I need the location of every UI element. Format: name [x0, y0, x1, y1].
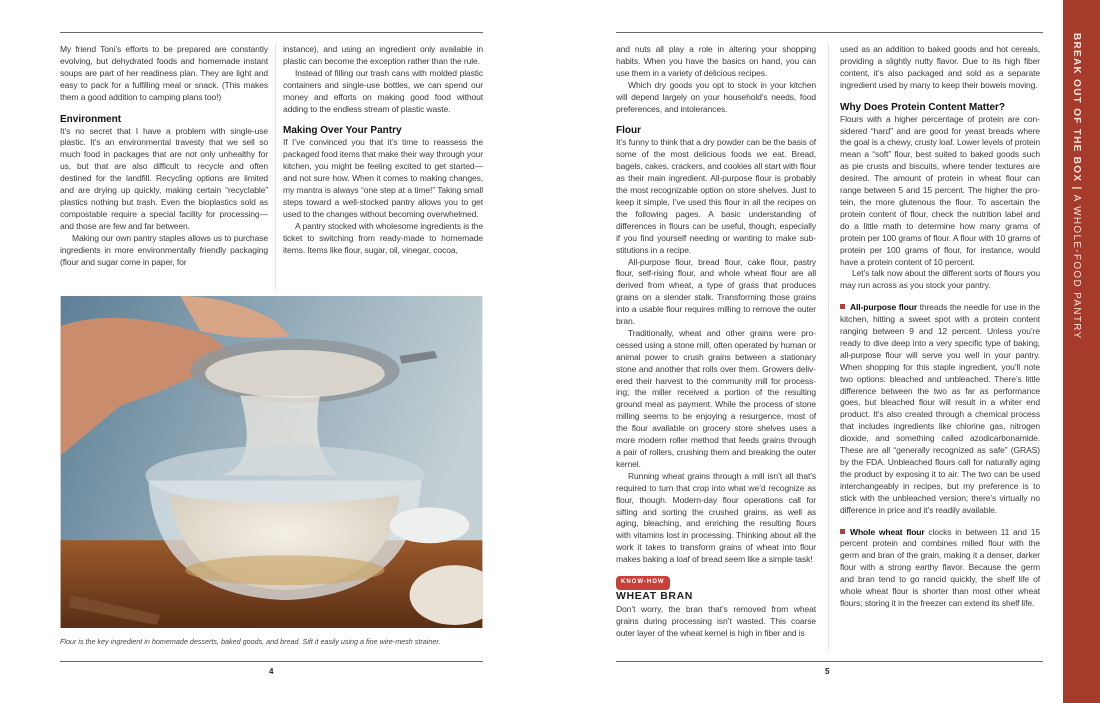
page-number: 4 — [269, 667, 274, 676]
right-page-column-1 — [616, 44, 816, 640]
paragraph: used as an addition to baked goods and hot cereals, providing a slightly nutty flavor. Due to its high fiber content, it’s also packaged and sold as a separate ingredient used by many to keep their bowels moving. — [840, 44, 1040, 90]
bottom-rule-left — [60, 661, 483, 662]
page-number: 5 — [825, 667, 830, 676]
left-page-column-2 — [283, 44, 483, 257]
paragraph: Which dry goods you opt to stock in your kitchen will depend largely on your household’s needs, food preferences, and intolerances. — [616, 79, 816, 114]
bottom-rule-right — [616, 661, 1043, 662]
bullet-paragraph — [840, 302, 1040, 516]
paragraph: Traditionally, wheat and other grains were processed using a stone mill, often operated by human or animal power to crush grains between a stationary stone and another that rolls over them. Growers delivered their harvest to the community mill for processing; the miller received a portion of the resulting ground meal as payment. While the process of stone milling seems to be enjoying a resurgence, most of the flour available on grocery store shelves uses a more modern roller method that feeds grains through a pair of rollers, crushing them and breaking the outer kernel. — [616, 327, 816, 469]
paragraph: Running wheat grains through a mill isn’t all that’s required to turn that crop into what we’d recognize as flour, though. Modern-day flour operations call for sifting and sorting the crushed grains, as well as aging, bleaching, and enriching the resulting flours with vitamins lost in processing. Thinking about all the work it takes to transform grains of wheat into flour makes baking a loaf of bread seem like a simple task! — [616, 470, 816, 565]
bullet-text: threads the needle for use in the kitchen, hitting a sweet spot with a protein content ranging between 9 and 12 percent. Unless you’re ready to dive deep into a very specific type of baking, all-purpose flour will serve you well in your pantry. When shopping for this staple ingredient, you’ll note two options: bleached and unbleached. There’s little difference between the two as far as performance goes, but bleached flour will result in a whiter end product. It’s also created through a chemical process that includes ingredients like chlorine gas, nitrogen dioxide, and something called azodicarbonamide. These are all “generally recognized as safe” (GRAS) by the FDA. Unbleached flours call for naturally aging the product by exposing it to air. The two can be used interchangeably in recipes, but my preference is to stick with the unbleached version; there’s virtually no difference in price and it’s readily available. — [840, 302, 1041, 515]
paragraph: All-purpose flour, bread flour, cake flour, pastry flour, self-rising flour, and whole wheat flour are all derived from wheat, a type of grass that produces grains on a slender stalk. Transforming those grains into a usable flour requires milling to remove the outer bran. — [616, 256, 816, 327]
separator: | — [1071, 186, 1082, 191]
section-heading: Environment — [60, 113, 122, 125]
top-rule-right — [616, 32, 1043, 33]
bullet-lead: All-purpose flour — [850, 302, 918, 313]
chapter-running-head — [1071, 33, 1082, 340]
paragraph: It’s funny to think that a dry powder can be the basis of some of the most delicious foods we eat. Bread, bagels, cakes, crackers, and cookies all start with flour as their main ingredient. All-purpose flour is probably the most recognizable option on store shelves. Just to keep it simple, I’ve used this flour in all the recipes on the following pages. A basic understanding of differences in flours can be useful, though, especially if you find yourself needing or wanting to make substitutions in a recipe. — [616, 137, 816, 255]
section-heading: Flour — [616, 125, 641, 137]
paragraph: My friend Toni’s efforts to be prepared are constantly evolving, but dehydrated foods and homemade instant soups are part of her readiness plan. They are light and easy to pack for a fulfilling meal or snack. (This makes them a good addition to camping plans too!) — [60, 44, 268, 102]
know-how-badge: KNOW-HOW — [616, 576, 670, 590]
book-title: A WHOLE-FOOD PANTRY — [1071, 194, 1082, 340]
paragraph: Let’s talk now about the different sorts of flours you may run across as you stock your pantry. — [840, 268, 1040, 291]
paragraph: Making our own pantry staples allows us to purchase ingredients in more environmentally friendly packaging (flour and sugar come in paper, for — [60, 232, 268, 267]
square-bullet-icon — [840, 304, 845, 309]
paragraph: instance), and using an ingredient only available in plastic can become the exception rather than the rule. — [283, 44, 483, 66]
photo-caption: Flour is the key ingredient in homemade desserts, baked goods, and bread. Sift it easily using a fine wire-mesh strainer. — [60, 637, 441, 646]
paragraph: Instead of filling our trash cans with molded plastic containers and single-use bottles, we can spend our money and efforts on making good food without adding to the endless stream of plastic waste. — [283, 67, 483, 114]
column-divider — [275, 45, 276, 290]
bullet-text: clocks in between 11 and 15 percent protein and combines milled flour with the germ and bran of the grain, making it a denser, darker flour with a strong earthy flavor. Because the germ and bran tend to go rancid quickly, the shelf life of whole wheat flour is shorter than most other wheat flours; storing it in the freezer can extend its shelf life. — [840, 526, 1040, 608]
bullet-paragraph — [840, 527, 1040, 610]
square-bullet-icon — [840, 529, 845, 534]
paragraph: and nuts all play a role in altering your shopping habits. When you have the basics on hand, you can use them in a variety of delicious recipes. — [616, 44, 816, 78]
paragraph: If I’ve convinced you that it’s time to reassess the packaged food items that make their way through your kitchen, you might be feeling excited to get started—and not sure how. When it comes to making changes, my mantra is always “one step at a time!” Taking small steps toward a well-stocked pantry allows you to get used to the changes without becoming overwhelmed. — [283, 137, 483, 219]
flour-sifting-photo — [60, 296, 483, 628]
paragraph: A pantry stocked with wholesome ingredients is the ticket to switching from ready-made to homemade items. Items like flour, sugar, oil, vinegar, cocoa, — [283, 220, 483, 255]
paragraph: Flours with a higher percentage of protein are considered “hard” and are good for yeast breads where the goal is a chewy, crusty loaf. Lower levels of protein mean a “soft” flour, best suited to baked goods such as pie crusts and biscuits, where tender textures are desired. The amount of protein in wheat flour can range between 5 and 15 percent. The higher the protein, the more glutenous the flour. To ascertain the protein content of flour, check the nutrition label and do a little math to determine how many grams of protein per 100 grams of flour. A flour with 10 grams of protein per 100 grams of flour, for instance, would have a protein content of 10 percent. — [840, 113, 1040, 267]
bullet-lead: Whole wheat flour — [850, 526, 925, 537]
section-heading: Making Over Your Pantry — [283, 125, 402, 137]
right-page-column-2 — [840, 44, 1040, 610]
top-rule-left — [60, 32, 483, 33]
left-page-column-1 — [60, 44, 268, 268]
section-heading: Why Does Protein Content Matter? — [840, 101, 1006, 113]
column-divider — [828, 45, 829, 650]
sidebar-title: WHEAT BRAN — [616, 589, 693, 602]
paragraph: It’s no secret that I have a problem with single-use plastic. It’s an environmental travesty that we sell so much food in packages that are not only unhealthy for us, but that are also difficult to recycle and often destined for the landfill. Recycling options are limited and are drying up quickly, making certain “recyclable” plastics nothing but trash. Even the bioplastics sold as compostable require a special facility for processing—and those are few and far between. — [60, 125, 268, 231]
paragraph: Don’t worry, the bran that’s removed from wheat grains during processing isn’t wasted. This coarse outer layer of the wheat kernel is high in fiber and is — [616, 603, 816, 638]
chapter-title: BREAK OUT OF THE BOX — [1071, 33, 1082, 183]
